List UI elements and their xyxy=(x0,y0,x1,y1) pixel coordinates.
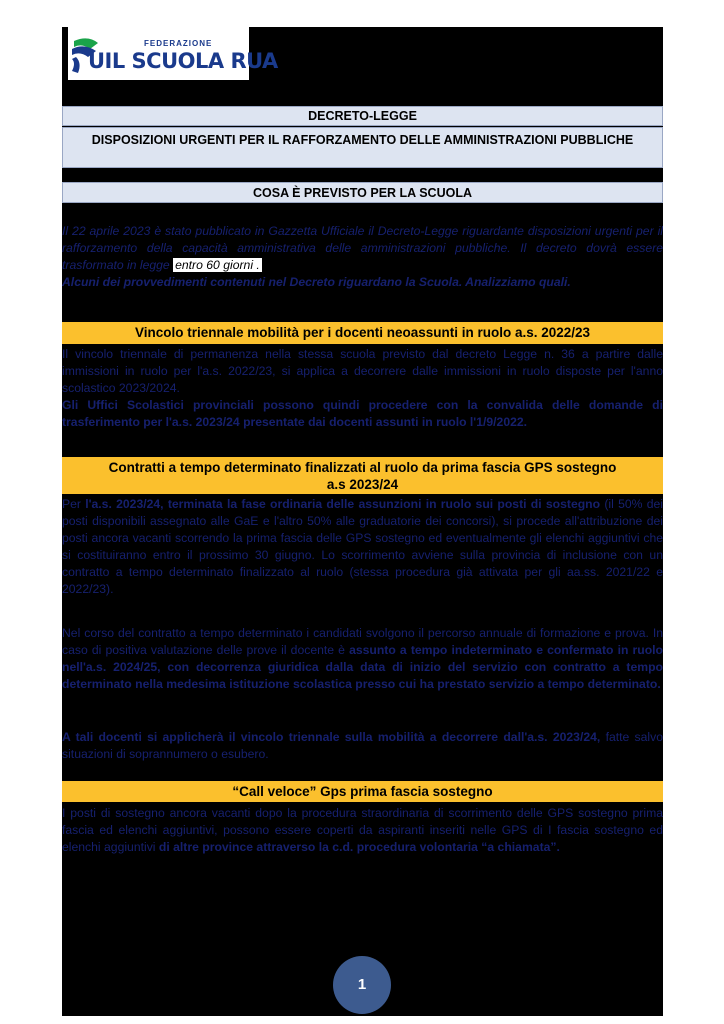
page-number-badge: 1 xyxy=(333,956,391,1014)
section2-body-3 xyxy=(62,729,663,763)
section3-bold: di altre province attraverso la c.d. procedura volontaria “a chiamata”. xyxy=(158,840,560,854)
section2-p2-bold: assunto a tempo indeterminato e confermato in ruolo nell'a.s. 2024/25, con decorrenza giuridica dalla data di inizio del servizio con contratto a tempo determinato nella medesima istituzione scolastica presso cui ha prestato servizio a tempo determinato. xyxy=(62,643,663,691)
section2-body-2 xyxy=(62,625,663,693)
section-title-call-veloce: “Call veloce” Gps prima fascia sostegno xyxy=(62,781,663,802)
document-page xyxy=(62,27,663,1016)
decree-title: DECRETO-LEGGE xyxy=(62,106,663,126)
section2-p1-bold: l'a.s. 2023/24, terminata la fase ordinaria delle assunzioni in ruolo sui posti di sostegno xyxy=(85,497,601,511)
section2-body xyxy=(62,496,663,598)
section-title-contracts xyxy=(62,457,663,494)
section1-body xyxy=(62,346,663,431)
section2-p2-start: Nel corso del contratto a tempo determinato i candidati svolgono il percorso annuale di formazione e prova. In caso di positiva valutazione delle prove il docente è xyxy=(62,626,663,657)
intro-text: Il 22 aprile 2023 è stato pubblicato in Gazzetta Ufficiale il Decreto-Legge riguardante disposizioni urgenti per il rafforzamento della capacità amministrativa delle amministrazioni pubbliche. Il decreto dovrà essere trasformato in legge xyxy=(62,224,663,272)
deadline-highlight: entro 60 giorni . xyxy=(175,258,260,272)
section2-title-line1: Contratti a tempo determinato finalizzati al ruolo da prima fascia GPS sostegno xyxy=(108,460,617,475)
section3-paragraph: I posti di sostegno ancora vacanti dopo la procedura straordinaria di scorrimento delle GPS sostegno prima fascia ed elenchi aggiuntivi, possono essere coperti da aspiranti inseriti nelle GPS di I fascia sostegno ed elenchi aggiuntivi xyxy=(62,806,663,854)
section2-p1-start: Per xyxy=(62,497,81,511)
section2-p1-rest: (il 50% dei posti disponibili assegnato alle GaE e l'altro 50% alle graduatorie dei concorsi), si procede all'attribuzione dei posti ancora vacanti scorrendo la prima fascia delle GPS sostegno ed eventualmente gli elenchi aggiuntivi che si costituiranno entro il prossimo 30 giugno. Lo scorrimento avviene sulla provincia di inclusione con un contratto a tempo determinato finalizzato al ruolo (stessa procedura già attivata per gli aa.ss. 2021/22 e 2022/23). xyxy=(62,497,663,596)
intro-bold-text: Alcuni dei provvedimenti contenuti nel Decreto riguardano la Scuola. Analizziamo quali. xyxy=(62,275,571,289)
logo-brand: UIL SCUOLA RUA xyxy=(88,49,278,73)
intro-paragraph xyxy=(62,223,663,291)
decree-subtitle: DISPOSIZIONI URGENTI PER IL RAFFORZAMENTO DELLE AMMINISTRAZIONI PUBBLICHE xyxy=(62,127,663,168)
section3-body xyxy=(62,805,663,856)
section1-bold-paragraph: Gli Uffici Scolastici provinciali possono quindi procedere con la convalida delle domande di trasferimento per l'a.s. 2023/24 presentate dai docenti assunti in ruolo l'1/9/2022. xyxy=(62,398,663,429)
section-title-mobility: Vincolo triennale mobilità per i docenti neoassunti in ruolo a.s. 2022/23 xyxy=(62,322,663,344)
section1-paragraph: Il vincolo triennale di permanenza nella stessa scuola previsto dal decreto Legge n. 36 a partire dalle immissioni in ruolo per l'a.s. 2022/23, si applica a decorrere dalle immissioni in ruolo disposte per l'anno scolastico 2023/2024. xyxy=(62,347,663,395)
section2-title-line2: a.s 2023/24 xyxy=(326,477,399,492)
school-heading: COSA È PREVISTO PER LA SCUOLA xyxy=(62,182,663,203)
section2-p3-bold: A tali docenti si applicherà il vincolo triennale sulla mobilità a decorrere dall'a.s. 2023/24, xyxy=(62,730,601,744)
section2-p3-rest: fatte salvo situazioni di soprannumero o esubero. xyxy=(62,730,663,761)
logo-federazione: FEDERAZIONE xyxy=(144,39,213,48)
uil-logo xyxy=(68,27,278,80)
